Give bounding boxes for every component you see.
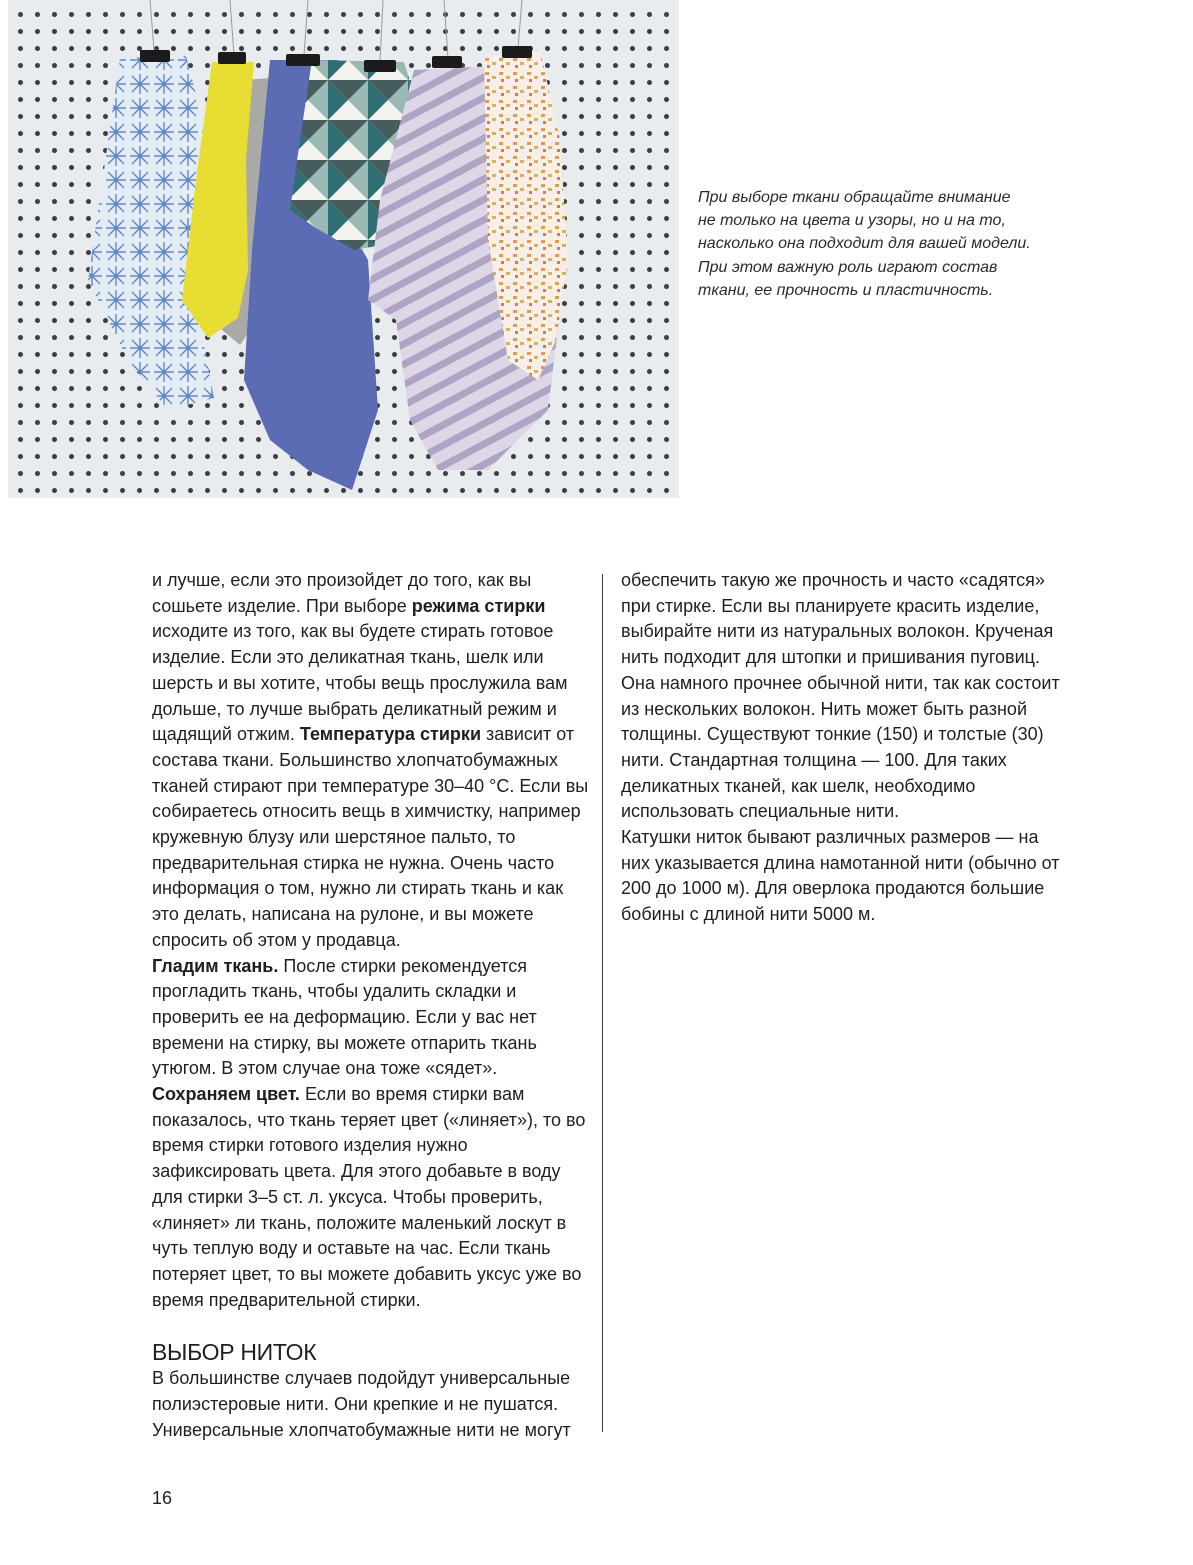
bold-term-wash-temperature: Температура стирки <box>299 724 482 745</box>
bold-term-ironing: Гладим ткань. <box>152 955 279 976</box>
color-paragraph <box>152 1082 592 1313</box>
caption-line: ткани, ее прочность и пластичность. <box>698 281 994 299</box>
left-text-column <box>152 568 592 1444</box>
bold-term-color: Сохраняем цвет. <box>152 1084 300 1105</box>
fabric-swatches-photo <box>8 0 679 498</box>
caption-line: насколько она подходит для вашей модели. <box>698 235 1031 253</box>
spools-paragraph: Катушки ниток бывают различных размеров — на них указывается длина намотанной нити (обычно от 200 до 1000 м). Для оверлока продаются большие бобины с длиной нити 5000 м. <box>621 827 1060 925</box>
section-heading-threads: ВЫБОР НИТОК <box>152 1339 317 1366</box>
bold-term-wash-mode: режима стирки <box>411 595 546 616</box>
caption-line: При этом важную роль играют состав <box>698 258 998 276</box>
threads-paragraph: В большинстве случаев подойдут универсальные полиэстеровые нити. Они крепкие и не пушатся. Универсальные хлопчатобумажные нити не могут <box>152 1368 571 1440</box>
washing-paragraph <box>152 568 592 954</box>
caption-line: не только на цвета и узоры, но и на то, <box>698 212 1006 230</box>
text-run: и лучше, если это произойдет до того, как вы сошьете изделие. При выборе <box>152 570 532 616</box>
photo-caption <box>698 186 1078 302</box>
caption-line: При выборе ткани обращайте внимание <box>698 189 1011 206</box>
right-text-column <box>621 568 1061 928</box>
text-run: зависит от состава ткани. Большинство хлопчатобумажных тканей стирают при температуре 30–40 °C. Если вы собираетесь относить вещь в химчистку, например кружевную блузу или шерстяное пальто, то предварительная стирка не нужна. Очень часто информация о том, нужно ли стирать ткань и как это делать, написана на рулоне, и вы можете спросить об этом у продавца. <box>152 724 589 950</box>
text-run: После стирки рекомендуется прогладить ткань, чтобы удалить складки и проверить ее на деформацию. Если у вас нет времени на стирку, вы можете отпарить ткань утюгом. В этом случае она тоже «сядет». <box>152 955 537 1079</box>
column-divider <box>602 574 603 1432</box>
threads-continued-paragraph: обеспечить такую же прочность и часто «садятся» при стирке. Если вы планируете красить изделие, выбирайте нити из натуральных волокон. Крученая нить подходит для штопки и пришивания пуговиц. Она намного прочнее обычной нити, так как состоит из нескольких волокон. Нить может быть разной толщины. Существуют тонкие (150) и толстые (30) нити. Стандартная толщина — 100. Для таких деликатных тканей, как шелк, необходимо использовать специальные нити. <box>621 570 1060 822</box>
page-number: 16 <box>152 1488 173 1508</box>
text-run: исходите из того, как вы будете стирать готовое изделие. Если это деликатная ткань, шелк или шерсть и вы хотите, чтобы вещь прослужила вам дольше, то лучше выбрать деликатный режим и щадящий отжим. <box>152 621 568 745</box>
ironing-paragraph <box>152 954 592 1083</box>
text-run: Если во время стирки вам показалось, что ткань теряет цвет («линяет»), то во время стирки готового изделия нужно зафиксировать цвета. Для этого добавьте в воду для стирки 3–5 ст. л. уксуса. Чтобы проверить, «линяет» ли ткань, положите маленький лоскут в чуть теплую воду и оставьте на час. Если ткань потеряет цвет, то вы можете добавить уксус уже во время предварительной стирки. <box>152 1084 586 1310</box>
fabric-swatches-illustration <box>8 0 679 498</box>
